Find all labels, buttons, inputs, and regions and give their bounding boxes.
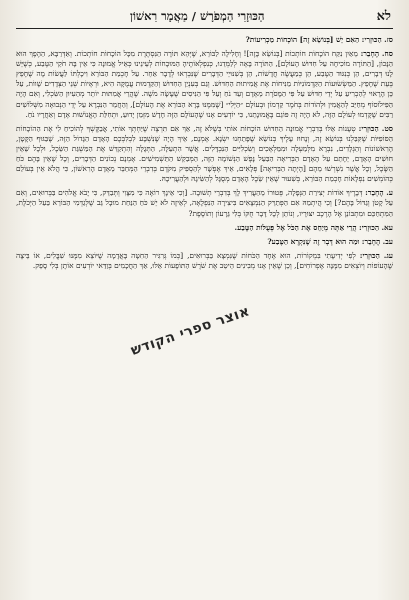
paragraph-number: סט. bbox=[381, 123, 393, 133]
paragraph-text: לְפִי יְדִיעָתִי בִּמְקוֹרוֹת, הוּא אֶחָד הַכֹּחוֹת שֶׁנִּמְצָא בַּבְּרוּאִים, [כְּמוֹ גְּרִגִּיר הַחִטָּה בָּאֲדָמָה שֶׁיּוֹצֵא מִמֶּנּוּ שִׁבֳּלִים, אוֹ בֵּיצָה שֶׁהָעוֹפוֹת וְיוֹצְאִים מִמֶּנָּה אֶפְרוֹחִים], וְכֵן שֶׁאֵין אָנוּ מְבִינִים הֵיטֵב אֶת שֹׁרֶשׁ הַתּוֹפָעוֹת אֵלּוּ, אַךְ הַחֲכָמִים בְּוַדַּאי יוֹדְעִים אוֹתָן בְּלִי סָפֵק. bbox=[16, 250, 393, 270]
speaker-name: הַכּוּזָרִי: bbox=[359, 222, 380, 232]
speaker-name: הַכּוּזָרִי: bbox=[359, 250, 380, 260]
speaker-name: הַכּוּזָרִי: bbox=[361, 35, 382, 44]
running-header bbox=[16, 8, 393, 29]
page-body bbox=[16, 35, 393, 271]
paragraph bbox=[16, 251, 393, 271]
paragraph-number: עב. bbox=[382, 236, 393, 246]
page-number: לא bbox=[376, 9, 391, 24]
paragraph bbox=[16, 124, 393, 185]
paragraph bbox=[16, 35, 393, 45]
paragraph bbox=[16, 223, 393, 233]
speaker-name: הֶחָבֵר: bbox=[365, 188, 384, 198]
paragraph-text: הֲרֵי אַתָּה מְיַחֵס אֶת הַכֹּל אֶל פְּעֻלּוֹת הַטֶּבַע. bbox=[234, 222, 357, 232]
speaker-name: הֶחָבֵר: bbox=[360, 49, 380, 59]
paragraph-text: וּמַה הוּא דָּבָר זֶה שֶׁנִּקְרָא הַטֶּבַע? bbox=[267, 236, 360, 246]
paragraph-text: דְּבָרֶיךָ אוֹדוֹת יְצִירַת הַנְּפָלָה, פְּטוּרוֹ מֵהַעֲרִיךְ לָךְ בְּדִבְרֵי תְשׁוּבָה. [וְכִי אֵינָךְ רוֹאֶה כִּי מִצָּוִי וְתְּבַדֵּק, כִּי יָבֹא אֱלֹהִים בַּבְּרוּאִים, וְאִם עַל קָטֹן וְגַדּוֹל בָּהֶם?] וְכִי הֲיִתְמַהּ אִם הַפְּתַרֵּק הַנִּמְצָאִים בִּיצִירָה הַנִּפְלָאָה, לְאֵיזֶה לֹא יֵשׁ כֹּחַ הַנַּחַת מוּבָל גֵּב שֶׁלְּגַדְּמִי הַבּוֹרֵא בַּעַל הַיְּכֹלֶת, הַמִּתְחַכֵּם וּמִתְבּוֹנֵן אֶל הָרֶכֶב יִצּוּרָיו, וְנוֹתֵן לְכָל דָּבָר חֻקּוֹ בְּלִי גֵּרָעוֹן וְתוֹסֶפֶת? bbox=[16, 188, 393, 218]
speaker-name: הֶחָבֵר: bbox=[361, 236, 381, 246]
paragraph bbox=[16, 237, 393, 247]
paragraph-number: עג. bbox=[383, 250, 393, 260]
paragraph-number: סז. bbox=[384, 35, 393, 44]
paragraph-number: סח. bbox=[381, 49, 393, 59]
paragraph bbox=[16, 49, 393, 120]
stamp-watermark: אוצר ספרי הקודש bbox=[128, 303, 252, 359]
paragraph-text: מֵאַיִן נִקַּח הוֹכָחוֹת חוֹתְכוֹת [בְּנוֹשֵׂא כָּזֶה]! וְחָלִילָה לַבּוֹרֵא, שֶׁיְּהֵא תּוֹרָה הַנִּסְתֶּרֶת מִכָּל הוֹכָחוֹת חוֹתְכוֹת. וְאַדְּרַבָּא, הַהֶפֶךְ הוּא הַנָּכוֹן, [הַתּוֹרָה מוֹכִיחָה עַל חִדּוּשׁ הָעוֹלָם], הַתּוֹרָה בָּאָה לְלַמְּדֵנוּ, כְּנִפְלְאוֹתֶיהָ הַמּוּכָחוֹת לְעֵינֵינוּ כְּאֵיל אֱמוּנָה כִּי אֵין בָּהּ חֹקֵי הַטֶּבַע, כְּשֶׁיֵּשׁ לָנוּ דְּבָרִים, הֵן כְּנִגּוּד הַטֶּבַע, הֵן כְּמַעֲשֶׂה חֲדָשׁוֹת, הֵן בְּשִׁנּוּיֵי הַדְּבָרִים שֶׁנִּבְרְאוּ לְדָבָר אַחֵר. עַל חָכְמַת הַבּוֹרֵא וִיכָלְתּוֹ לַעֲשׂוֹת מָה שֶׁחָפֵץ בְּעֵת שֶׁחָפֵץ. הַמַּשְׂשׂוּעוֹת הַקַּדְמוֹנִיּוֹת מַנִּיחוֹת אֶת אֲמִיתוּת הַחִדּוּשׁ. וְגַם בְּעִנְיַן הַחִדּוּשׁ וְהַקַּדְמוּת עֲמֻקָּה הִיא, וּרְאָיוֹת שְׁנֵי הַצְּדָדִים שָׁווֹת, עַל כֵּן הָרָאוּי לְהַכְרִיעַ עַל יְדֵי חִדּוּשׁ עַל פִּי הַמָּסֹרֶת מֵאָדָם וְעַד נֹחַ וְעַל פִּי הַנִּיסִים שֶׁעָשָׂה מֹשֶׁה. שֶׁהֲרֵי אֲמִתּוּת יוֹתֵר מְהַעִיוּן הַשִּׂכְלִי, וְאִם הָיָה הַפִּילוֹסוֹף מְחַיֵּב לְהַאֲמִין וּלְהוֹדוֹת בְּחֹמֶר קַדְמוֹן וּבְעוֹלָם ״הַיְּלִי״ [שֶׁמִּמֶּנּוּ בָּרָא הַבּוֹרֵא אֶת הָעוֹלָם], וְהַחֲמֵר הַנִּבְרָא עַל יְדֵי הַנְּבוּאָה מִשְּׁלוֹשִׁים רַבִּים שֶׁקָּדְמוּ לְעוֹלָם הַזֶּה, לֹא הָיָה זֶה פּוֹגֵם בֶּאֱמוּנָתֵנוּ, כִּי יוֹדְעִים אָנוּ שֶׁהָעוֹלָם הַזֶּה חָדָשׁ מִזְּמַן יָדוּעַ, וּתְחִלַּת הָאֱנוֹשׁוּת אָדָם וְאַחֲרָיו נֹחַ. bbox=[16, 49, 393, 119]
speaker-name: הַכּוּזָרִי: bbox=[358, 123, 379, 133]
paragraph-text: טְעָנוֹת אֵלּוּ בְּדִבְרֵי אֱמוּנָה הַחִדּוּשׁ הוֹכָחוֹת אוֹתִי בְּשֶׁלֹּא זֶה, אַךְ אִם תִּרְצֶה שֶׁיַּחְתְּךְ אוֹתִי, אֲבַקֶּשְׁךָ לְהוֹכִיחַ לִי אֶת הַהוֹכָחוֹת הַסּוֹפִיּוֹת שֶׁקִּבַּלְנוּ בְּנוֹשֵׂא זֶה, וְנָחוּז עָלֶיךָ בְּנוֹשֵׂא שֶׁפָּתַחְנוּ יִשְׂנָא. אָמְנָם, אֵיךְ הָיָה שֶׁנִּשְׁבָּע לִבְלִבְּכֶם הָאָדָם הַגָּדוֹל הַזֶּה, שֶׁבַּגּוּף הַקָּטָן, הָרִאשׁוֹנוֹת וְהַגְּלָדִים, נִבְרָא מִלְּמַעְלָה וּמִמַּלְאָכִים וְשִׂכְלִיִּים הַנִּבְדָּלִים. אֲשֶׁר הִתְעַלָּה, הַתְּגָלָּה וְהִתְקַדֵּשׁ אֶת הַמַּשְׁגַּת הַשֵּׂכֶל, וּלְכָל שֵׁאֵין חוּשִׁים הָאָדָם, יֵחָתֵם עַל הָאָדָם הַבְּרִיאָה הַבַּעַל נָּפֶשׁ הַנְּשׁוֹמָה הַזֶּה, הַמְּבַקֵּשׁ הַתַּשְׁמִישִׁים. אָמְנָם נְכוֹנִים הַדְּבָרִים, וְכָל שֶׁאֵין בָּהֶם כֹּחַ הַשֶּׂכֶל, וְכָל אֲשֶׁר נִשְׁרְשׁוּ מֵהֶם [הָיְתָה הַבְּרִיאָה] פְּלָאִים, אֵיךְ אֶפְשָׁר לְהַסְפִּיק מִקֹּדֶם בְּדִבְרֵי הַמְּחַבֵּר מֵאָדָם הָרִאשׁוֹן, כִּי הֲלֹא אֵין בְּעוֹלַם כְּהוֹמְשִׁים נִפְלָאוֹת חָכְמַת הַבּוֹרֵא, בְּשִׁעוּר שֶׁאֵין שֵׂכֶל הָאָדָם מְסֻגָּל לְהַשִּׂיגָהּ וּלְהַעֲרִיכָהּ. bbox=[16, 123, 393, 184]
paragraph-text: הַאִם יֵשׁ [בְּנוֹשֵׂא זֶה] הוֹכָחוֹת מַכְרִיעוֹת? bbox=[245, 35, 360, 44]
paragraph-number: עא. bbox=[381, 222, 393, 232]
paragraph bbox=[16, 188, 393, 218]
running-title: הַכּוּזָרִי הַמְפֹרָשׁ / מַאֲמָר רִאשׁוֹן bbox=[130, 9, 265, 23]
paragraph-number: ע. bbox=[386, 188, 393, 198]
